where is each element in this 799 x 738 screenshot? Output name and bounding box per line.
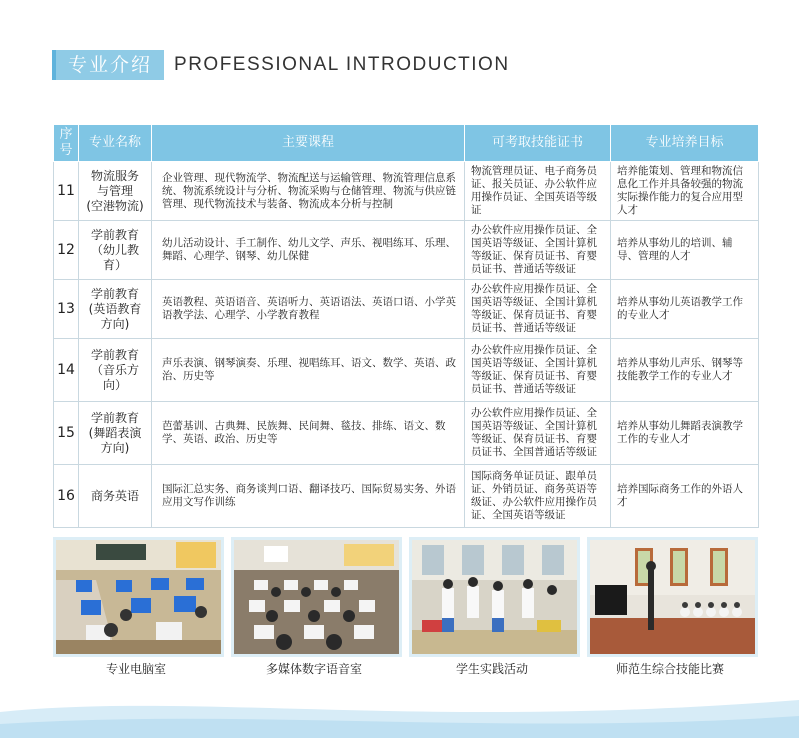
major-name: 学前教育 (舞蹈表演 方向) bbox=[79, 402, 152, 465]
language-lab-photo bbox=[231, 537, 402, 657]
photo-caption: 专业电脑室 bbox=[105, 662, 166, 676]
photo-caption: 学生实践活动 bbox=[455, 662, 528, 676]
major-goal: 培养从事幼儿舞蹈表演教学工作的专业人才 bbox=[611, 402, 759, 465]
row-number: 16 bbox=[54, 465, 79, 528]
row-number: 15 bbox=[54, 402, 79, 465]
row-number: 13 bbox=[54, 280, 79, 339]
major-name: 学前教育 (英语教育 方向) bbox=[79, 280, 152, 339]
major-certs: 办公软件应用操作员证、全国英语等级证、全国计算机等级证、保育员证书、育婴员证书、全国普通话等级证 bbox=[465, 402, 611, 465]
major-certs: 国际商务单证员证、跟单员证、外销员证、商务英语等级证、办公软件应用操作员证、全国英语等级证 bbox=[465, 465, 611, 528]
major-courses: 声乐表演、钢琴演奏、乐理、视唱练耳、语文、数学、英语、政治、历史等 bbox=[152, 339, 465, 402]
major-courses: 幼儿活动设计、手工制作、幼儿文学、声乐、视唱练耳、乐理、舞蹈、心理学、钢琴、幼儿保健 bbox=[152, 221, 465, 280]
table-row bbox=[54, 280, 759, 339]
row-number: 11 bbox=[54, 162, 79, 221]
photo-caption: 师范生综合技能比赛 bbox=[615, 662, 724, 676]
major-courses: 芭蕾基训、古典舞、民族舞、民间舞、毯技、排练、语文、数学、英语、政治、历史等 bbox=[152, 402, 465, 465]
major-courses: 国际汇总实务、商务谈判口语、翻译技巧、国际贸易实务、外语应用文写作训练 bbox=[152, 465, 465, 528]
major-courses: 英语教程、英语语音、英语听力、英语语法、英语口语、小学英语教学法、心理学、小学教育教程 bbox=[152, 280, 465, 339]
section-title-cn: 专业介绍 bbox=[52, 50, 164, 80]
major-certs: 办公软件应用操作员证、全国英语等级证、全国计算机等级证、保育员证书、育婴员证书、普通话等级证 bbox=[465, 339, 611, 402]
header-seq: 序 号 bbox=[54, 125, 79, 162]
major-name: 商务英语 bbox=[79, 465, 152, 528]
table-row bbox=[54, 162, 759, 221]
skills-competition-photo bbox=[587, 537, 758, 657]
major-courses: 企业管理、现代物流学、物流配送与运输管理、物流管理信息系统、物流系统设计与分析、物流采购与仓储管理、物流与供应链管理、现代物流技术与装备、物流成本分析与控制 bbox=[152, 162, 465, 221]
section-title bbox=[52, 50, 510, 80]
majors-table bbox=[53, 124, 759, 528]
major-certs: 物流管理员证、电子商务员证、报关员证、办公软件应用操作员证、全国英语等级证 bbox=[465, 162, 611, 221]
header-name: 专业名称 bbox=[79, 125, 152, 162]
major-name: 物流服务 与管理 (空港物流) bbox=[79, 162, 152, 221]
major-goal: 培养从事幼儿英语教学工作的专业人才 bbox=[611, 280, 759, 339]
photo-caption: 多媒体数字语音室 bbox=[265, 662, 362, 676]
computer-lab-photo bbox=[53, 537, 224, 657]
major-certs: 办公软件应用操作员证、全国英语等级证、全国计算机等级证、保育员证书、育婴员证书、普通话等级证 bbox=[465, 221, 611, 280]
table-row bbox=[54, 221, 759, 280]
section-title-en: PROFESSIONAL INTRODUCTION bbox=[174, 54, 510, 75]
row-number: 14 bbox=[54, 339, 79, 402]
header-goal: 专业培养目标 bbox=[611, 125, 759, 162]
header-courses: 主要课程 bbox=[152, 125, 465, 162]
major-certs: 办公软件应用操作员证、全国英语等级证、全国计算机等级证、保育员证书、育婴员证书、普通话等级证 bbox=[465, 280, 611, 339]
row-number: 12 bbox=[54, 221, 79, 280]
student-practice-photo bbox=[409, 537, 580, 657]
major-goal: 培养国际商务工作的外语人才 bbox=[611, 465, 759, 528]
table-row bbox=[54, 402, 759, 465]
major-name: 学前教育 （幼儿教育） bbox=[79, 221, 152, 280]
bottom-wave-decoration bbox=[0, 690, 799, 738]
major-goal: 培养能策划、管理和物流信息化工作并具备较强的物流实际操作能力的复合应用型人才 bbox=[611, 162, 759, 221]
header-certs: 可考取技能证书 bbox=[465, 125, 611, 162]
table-row bbox=[54, 465, 759, 528]
table-header-row bbox=[54, 125, 759, 162]
table-row bbox=[54, 339, 759, 402]
major-goal: 培养从事幼儿声乐、钢琴等技能教学工作的专业人才 bbox=[611, 339, 759, 402]
major-goal: 培养从事幼儿的培训、辅导、管理的人才 bbox=[611, 221, 759, 280]
major-name: 学前教育 （音乐方向） bbox=[79, 339, 152, 402]
